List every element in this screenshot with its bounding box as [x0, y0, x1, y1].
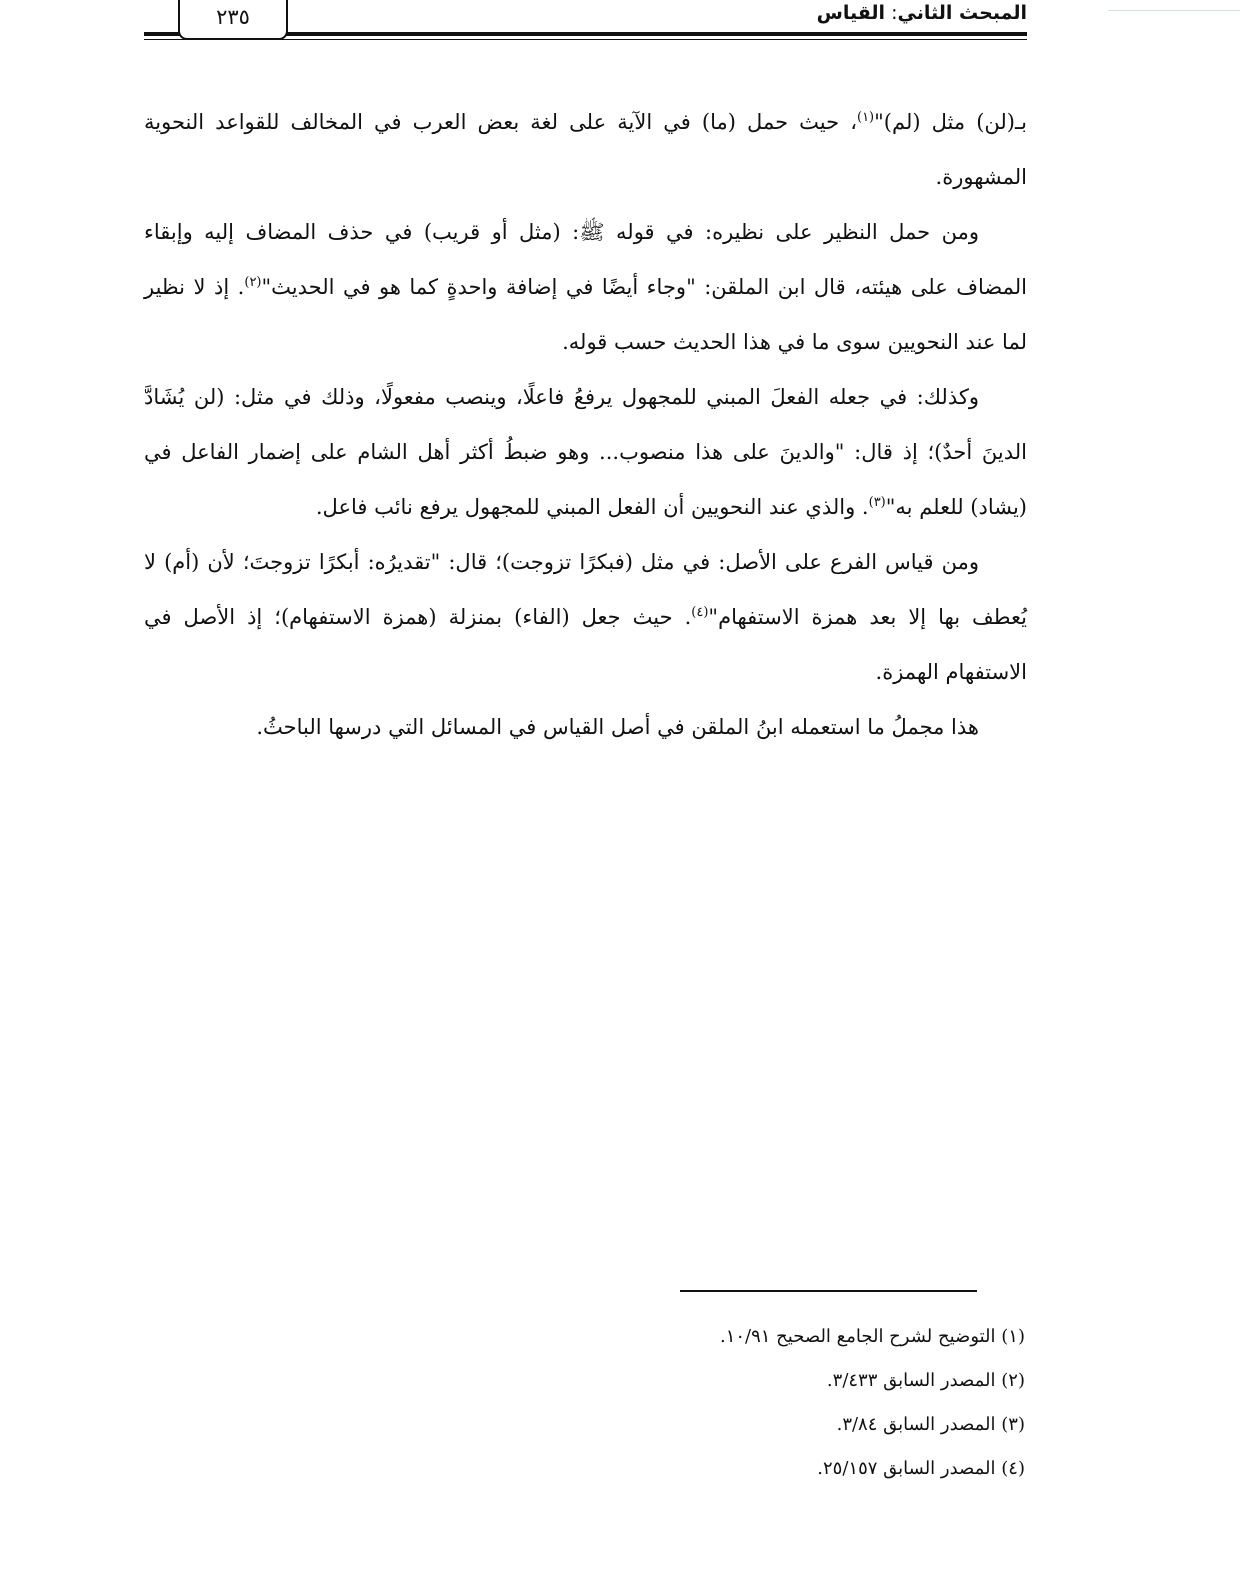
paragraph-text: . إذ لا نظير لما عند النحويين سوى ما في هذا الحديث حسب قوله.	[144, 275, 1027, 354]
paragraph-3	[144, 370, 1027, 535]
paragraph-2	[144, 205, 1027, 370]
footnote-ref-3[interactable]: (٣)	[868, 495, 886, 510]
page-header	[144, 0, 1027, 45]
paragraph-text: وكذلك: في جعله الفعلَ المبني للمجهول يرفعُ فاعلًا، وينصب مفعولًا، وذلك في مثل: (لن يُشَادَّ الدينَ أحدٌ)؛ إذ قال: "والدينَ على هذا منصوب... وهو ضبطُ أكثر أهل الشام على إضمار الفاعل في (يشاد) للعلم به"	[144, 385, 1027, 519]
paragraph-text: ومن حمل النظير على نظيره: في قوله ﷺ: (مثل أو قريب) في حذف المضاف إليه وإبقاء المضاف على هيئته، قال ابن الملقن: "وجاء أيضًا في إضافة واحدةٍ كما هو في الحديث"	[144, 220, 1027, 299]
body-text	[144, 95, 1027, 755]
footnote-2: (٢) المصدر السابق ٣/٤٣٣.	[826, 1370, 1025, 1391]
footnote-4: (٤) المصدر السابق ٢٥/١٥٧.	[817, 1458, 1025, 1479]
running-head-separator: :	[885, 2, 898, 24]
paragraph-text: بـ(لن) مثل (لم)"	[874, 110, 1027, 134]
footnote-3: (٣) المصدر السابق ٣/٨٤.	[836, 1414, 1025, 1435]
footnote-ref-1[interactable]: (١)	[856, 110, 875, 125]
footnote-1: (١) التوضيح لشرح الجامع الصحيح ١٠/٩١.	[719, 1326, 1025, 1347]
footnote-separator	[680, 1290, 977, 1292]
corner-mark	[1108, 0, 1240, 11]
paragraph-text: هذا مجملُ ما استعمله ابنُ الملقن في أصل القياس في المسائل التي درسها الباحثُ.	[256, 715, 979, 739]
footnote-ref-2[interactable]: (٢)	[244, 275, 262, 290]
paragraph-text: ومن قياس الفرع على الأصل: في مثل (فبكرًا تزوجت)؛ قال: "تقديرُه: أبكرًا تزوجتَ؛ لأن (أم) لا يُعطف بها إلا بعد همزة الاستفهام"	[144, 550, 1027, 629]
running-head-section-label: المبحث الثاني	[897, 2, 1027, 24]
paragraph-5	[144, 700, 1027, 755]
paragraph-text: . حيث جعل (الفاء) بمنزلة (همزة الاستفهام)؛ إذ الأصل في الاستفهام الهمزة.	[144, 605, 1027, 684]
paragraph-1	[144, 95, 1027, 205]
running-head-section-title: القياس	[816, 2, 886, 24]
footnotes	[720, 1315, 1025, 1491]
footnote-ref-4[interactable]: (٤)	[691, 605, 709, 620]
paragraph-text: ، حيث حمل (ما) في الآية على لغة بعض العرب في المخالف للقواعد النحوية المشهورة.	[144, 110, 1027, 189]
paragraph-text: . والذي عند النحويين أن الفعل المبني للمجهول يرفع نائب فاعل.	[315, 495, 869, 519]
paragraph-4	[144, 535, 1027, 700]
page-number: ٢٣٥	[178, 0, 288, 40]
running-head	[817, 2, 1027, 24]
